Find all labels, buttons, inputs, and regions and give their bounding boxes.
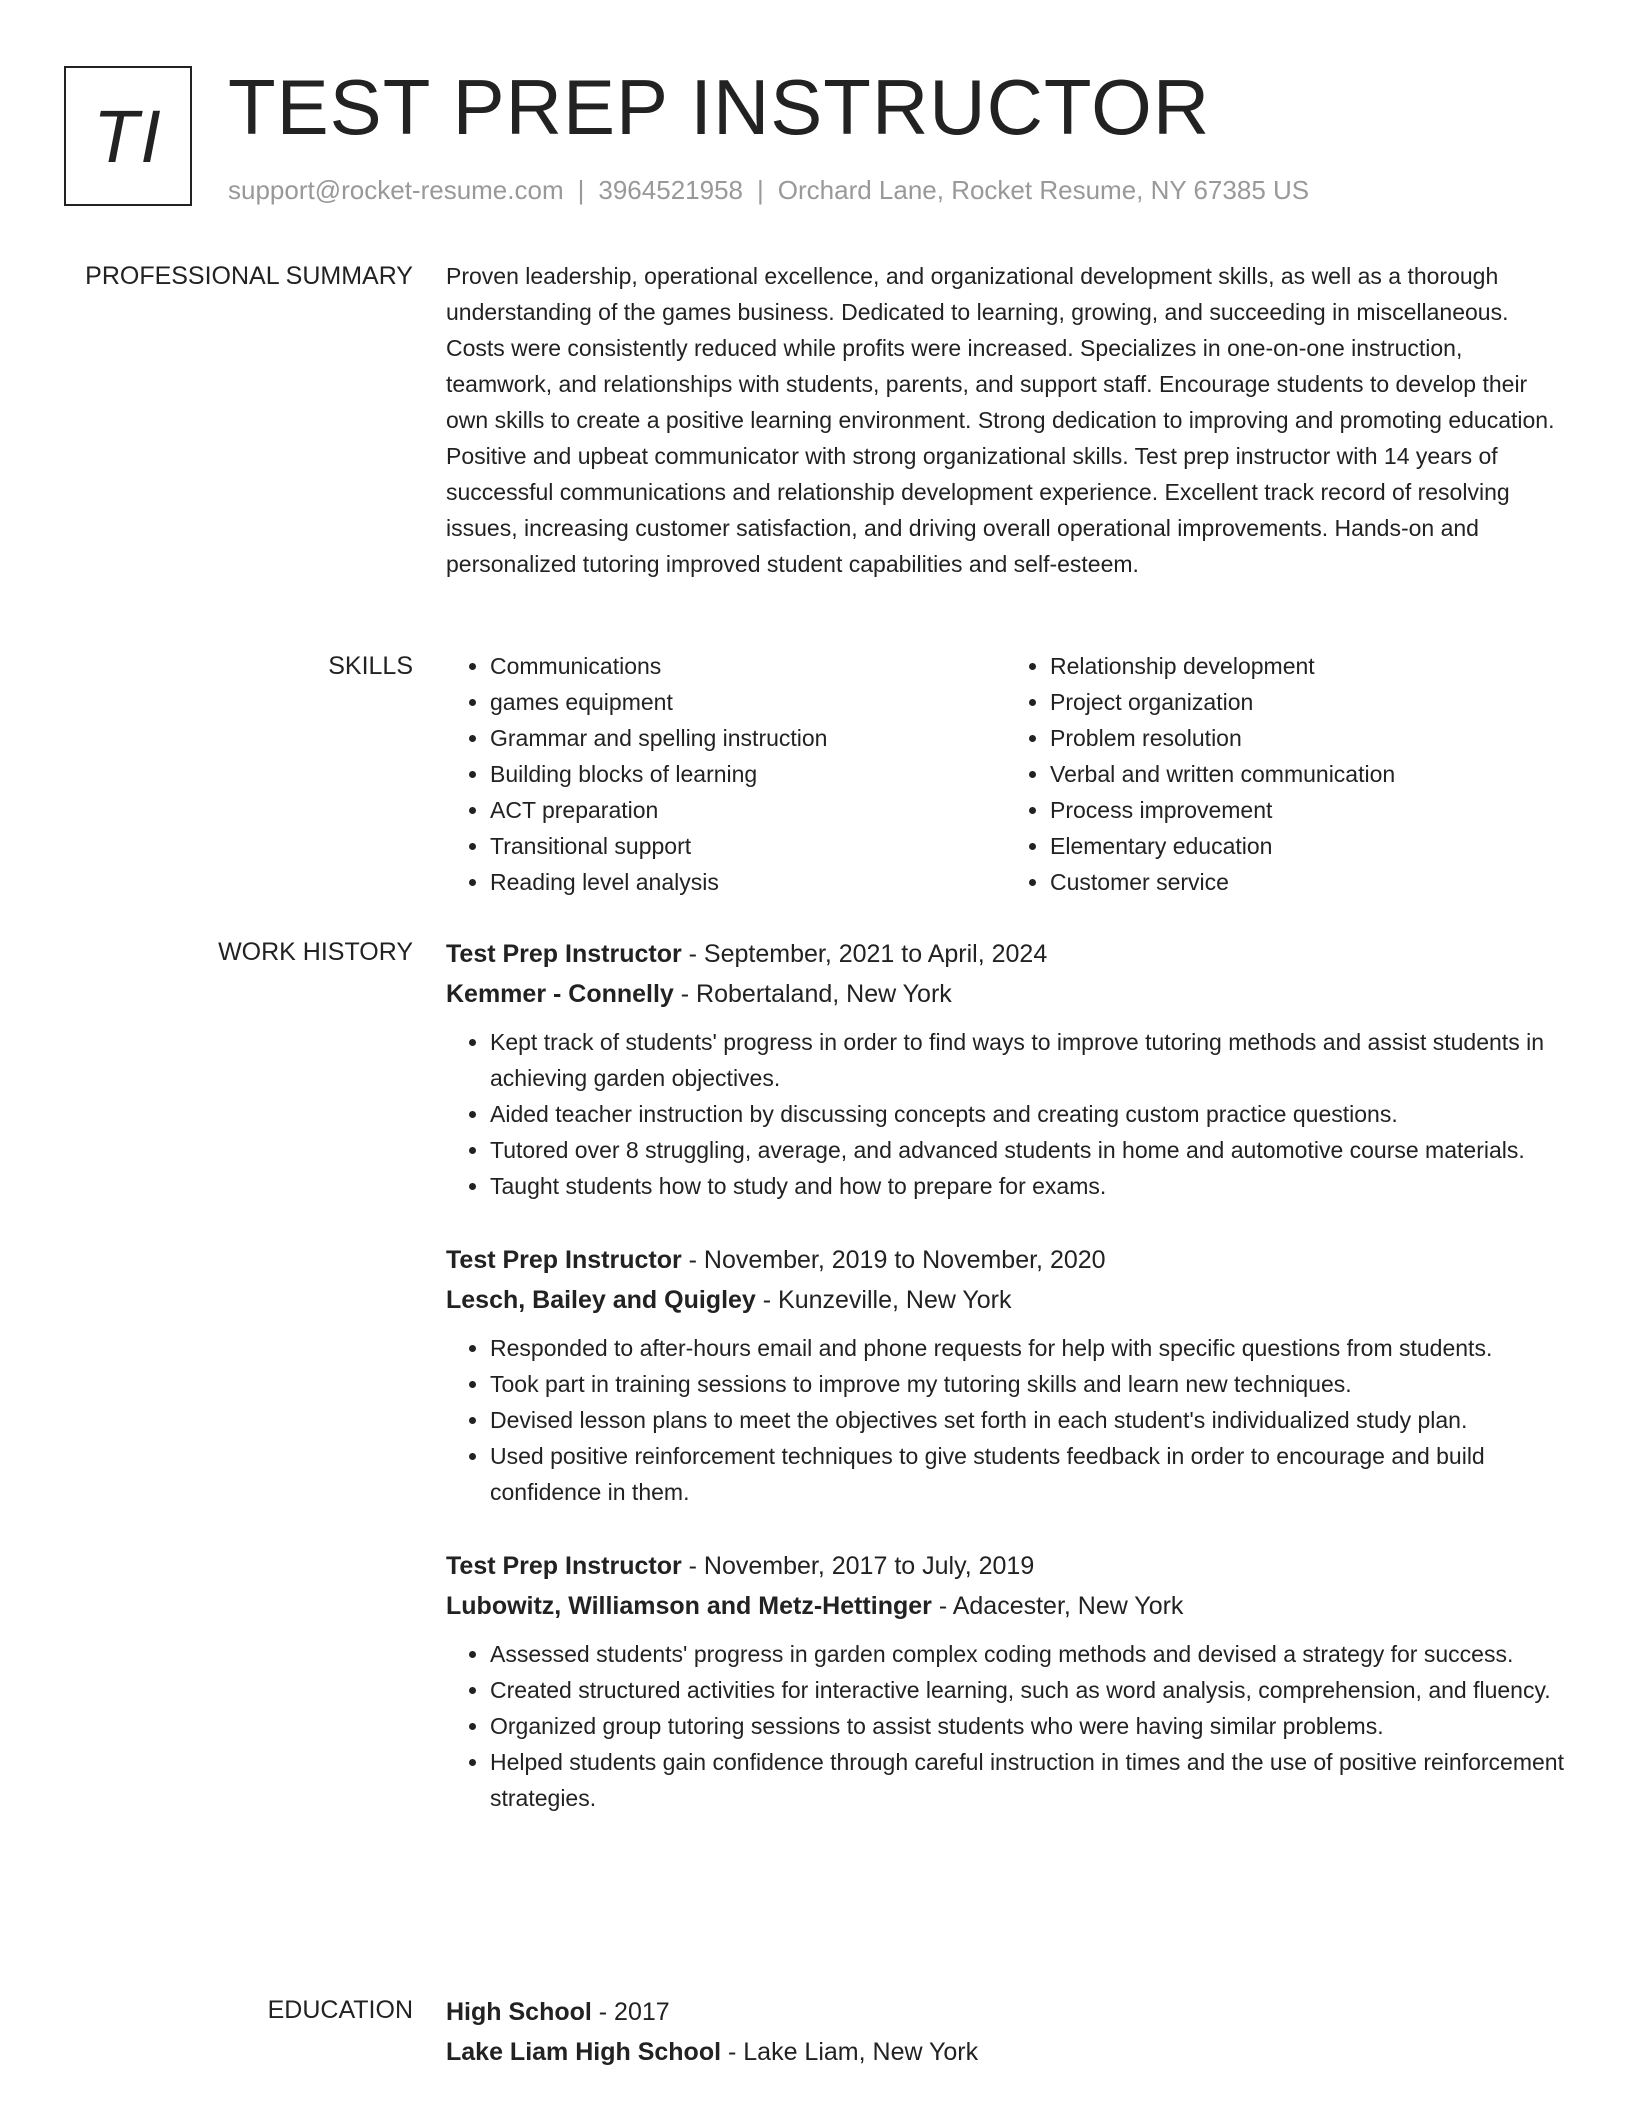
skills-list-left [446,648,1006,900]
contact-separator: | [757,175,764,205]
skill-item: • Building blocks of learning [490,756,1006,792]
contact-phone: 3964521958 [598,175,743,205]
job-title: Test Prep Instructor [446,940,682,968]
skill-item: • Relationship development [1050,648,1566,684]
job-location: - Kunzeville, New York [755,1286,1012,1314]
contact-separator: | [577,175,585,205]
job-bullets [446,1330,1566,1510]
job-bullet: • Helped students gain confidence through careful instruction in times and the use of positive reinforcement strategies. [490,1744,1566,1816]
skill-item: • Process improvement [1050,792,1566,828]
job-title: Test Prep Instructor [446,1246,682,1274]
summary-content [446,258,1566,582]
job-title-line [446,1240,1566,1280]
job-company: Kemmer - Connelly [446,980,674,1008]
job-title: Test Prep Instructor [446,1552,682,1580]
job-bullet: • Used positive reinforcement techniques to give students feedback in order to encourage and build confidence in them. [490,1438,1566,1510]
contact-line [228,175,1309,206]
skill-item: • ACT preparation [490,792,1006,828]
education-school: Lake Liam High School [446,2038,722,2066]
monogram-logo: TI [64,66,192,206]
education-degree: High School [446,1998,592,2026]
skill-item: • Problem resolution [1050,720,1566,756]
education-label: EDUCATION [267,1996,413,2024]
job-location: - Adacester, New York [931,1592,1184,1620]
job-dates: - September, 2021 to April, 2024 [681,940,1048,968]
job-bullet: • Organized group tutoring sessions to assist students who were having similar problems. [490,1708,1566,1744]
skill-item: • Project organization [1050,684,1566,720]
job-title-line [446,934,1566,974]
job-bullet: • Devised lesson plans to meet the objectives set forth in each student's individualized study plan. [490,1402,1566,1438]
job-location: - Robertaland, New York [673,980,952,1008]
job-bullets [446,1024,1566,1204]
contact-email: support@rocket-resume.com [228,175,564,205]
skills-list-right [1006,648,1566,900]
job-bullet: • Responded to after-hours email and phone requests for help with specific questions from students. [490,1330,1566,1366]
summary-text: Proven leadership, operational excellence, and organizational development skills, as well as a thorough understanding of the games business. Dedicated to learning, growing, and succeeding in miscellaneous. Costs were consistently reduced while profits were increased. Specializes in one-on-one instruction, teamwork, and relationships with students, parents, and support staff. Encourage students to develop their own skills to create a positive learning environment. Strong dedication to improving and promoting education. Positive and upbeat communicator with strong organizational skills. Test prep instructor with 14 years of successful communications and relationship development experience. Excellent track record of resolving issues, increasing customer satisfaction, and driving overall operational improvements. Hands-on and personalized tutoring improved student capabilities and self-esteem. [446,263,1555,577]
resume-header [64,63,1568,212]
job-company-line [446,1280,1566,1320]
skills-lists [446,648,1566,900]
skill-item: • Elementary education [1050,828,1566,864]
skill-item: • Communications [490,648,1006,684]
job-entry [446,1240,1566,1510]
skill-item: • Reading level analysis [490,864,1006,900]
job-title-line [446,1546,1566,1586]
education-degree-line [446,1992,1566,2032]
job-bullet: • Taught students how to study and how to prepare for exams. [490,1168,1566,1204]
education-location: - Lake Liam, New York [721,2038,979,2066]
job-bullet: • Tutored over 8 struggling, average, and advanced students in home and automotive course materials. [490,1132,1566,1168]
job-dates: - November, 2017 to July, 2019 [681,1552,1035,1580]
job-bullet: • Took part in training sessions to improve my tutoring skills and learn new techniques. [490,1366,1566,1402]
job-bullets [446,1636,1566,1816]
job-bullet: • Assessed students' progress in garden complex coding methods and devised a strategy for success. [490,1636,1566,1672]
education-year: - 2017 [591,1998,670,2026]
job-bullet: • Kept track of students' progress in order to find ways to improve tutoring methods and assist students in achieving garden objectives. [490,1024,1566,1096]
education-content [446,1992,1566,2072]
skill-item: • Transitional support [490,828,1006,864]
skill-item: • Customer service [1050,864,1566,900]
job-company: Lesch, Bailey and Quigley [446,1286,756,1314]
job-entry [446,934,1566,1204]
summary-label: PROFESSIONAL SUMMARY [85,262,413,290]
job-bullet: • Aided teacher instruction by discussing concepts and creating custom practice questions. [490,1096,1566,1132]
work-history-content [446,934,1566,1852]
job-company-line [446,1586,1566,1626]
resume-title: TEST PREP INSTRUCTOR [228,63,1211,151]
job-dates: - November, 2019 to November, 2020 [681,1246,1106,1274]
work-history-label: WORK HISTORY [218,938,413,966]
skill-item: • Grammar and spelling instruction [490,720,1006,756]
job-entry [446,1546,1566,1816]
job-company-line [446,974,1566,1014]
skill-item: • games equipment [490,684,1006,720]
job-company: Lubowitz, Williamson and Metz-Hettinger [446,1592,932,1620]
skills-label: SKILLS [328,652,413,680]
job-bullet: • Created structured activities for interactive learning, such as word analysis, comprehension, and fluency. [490,1672,1566,1708]
contact-address: Orchard Lane, Rocket Resume, NY 67385 US [777,175,1310,205]
skill-item: • Verbal and written communication [1050,756,1566,792]
education-school-line [446,2032,1566,2072]
